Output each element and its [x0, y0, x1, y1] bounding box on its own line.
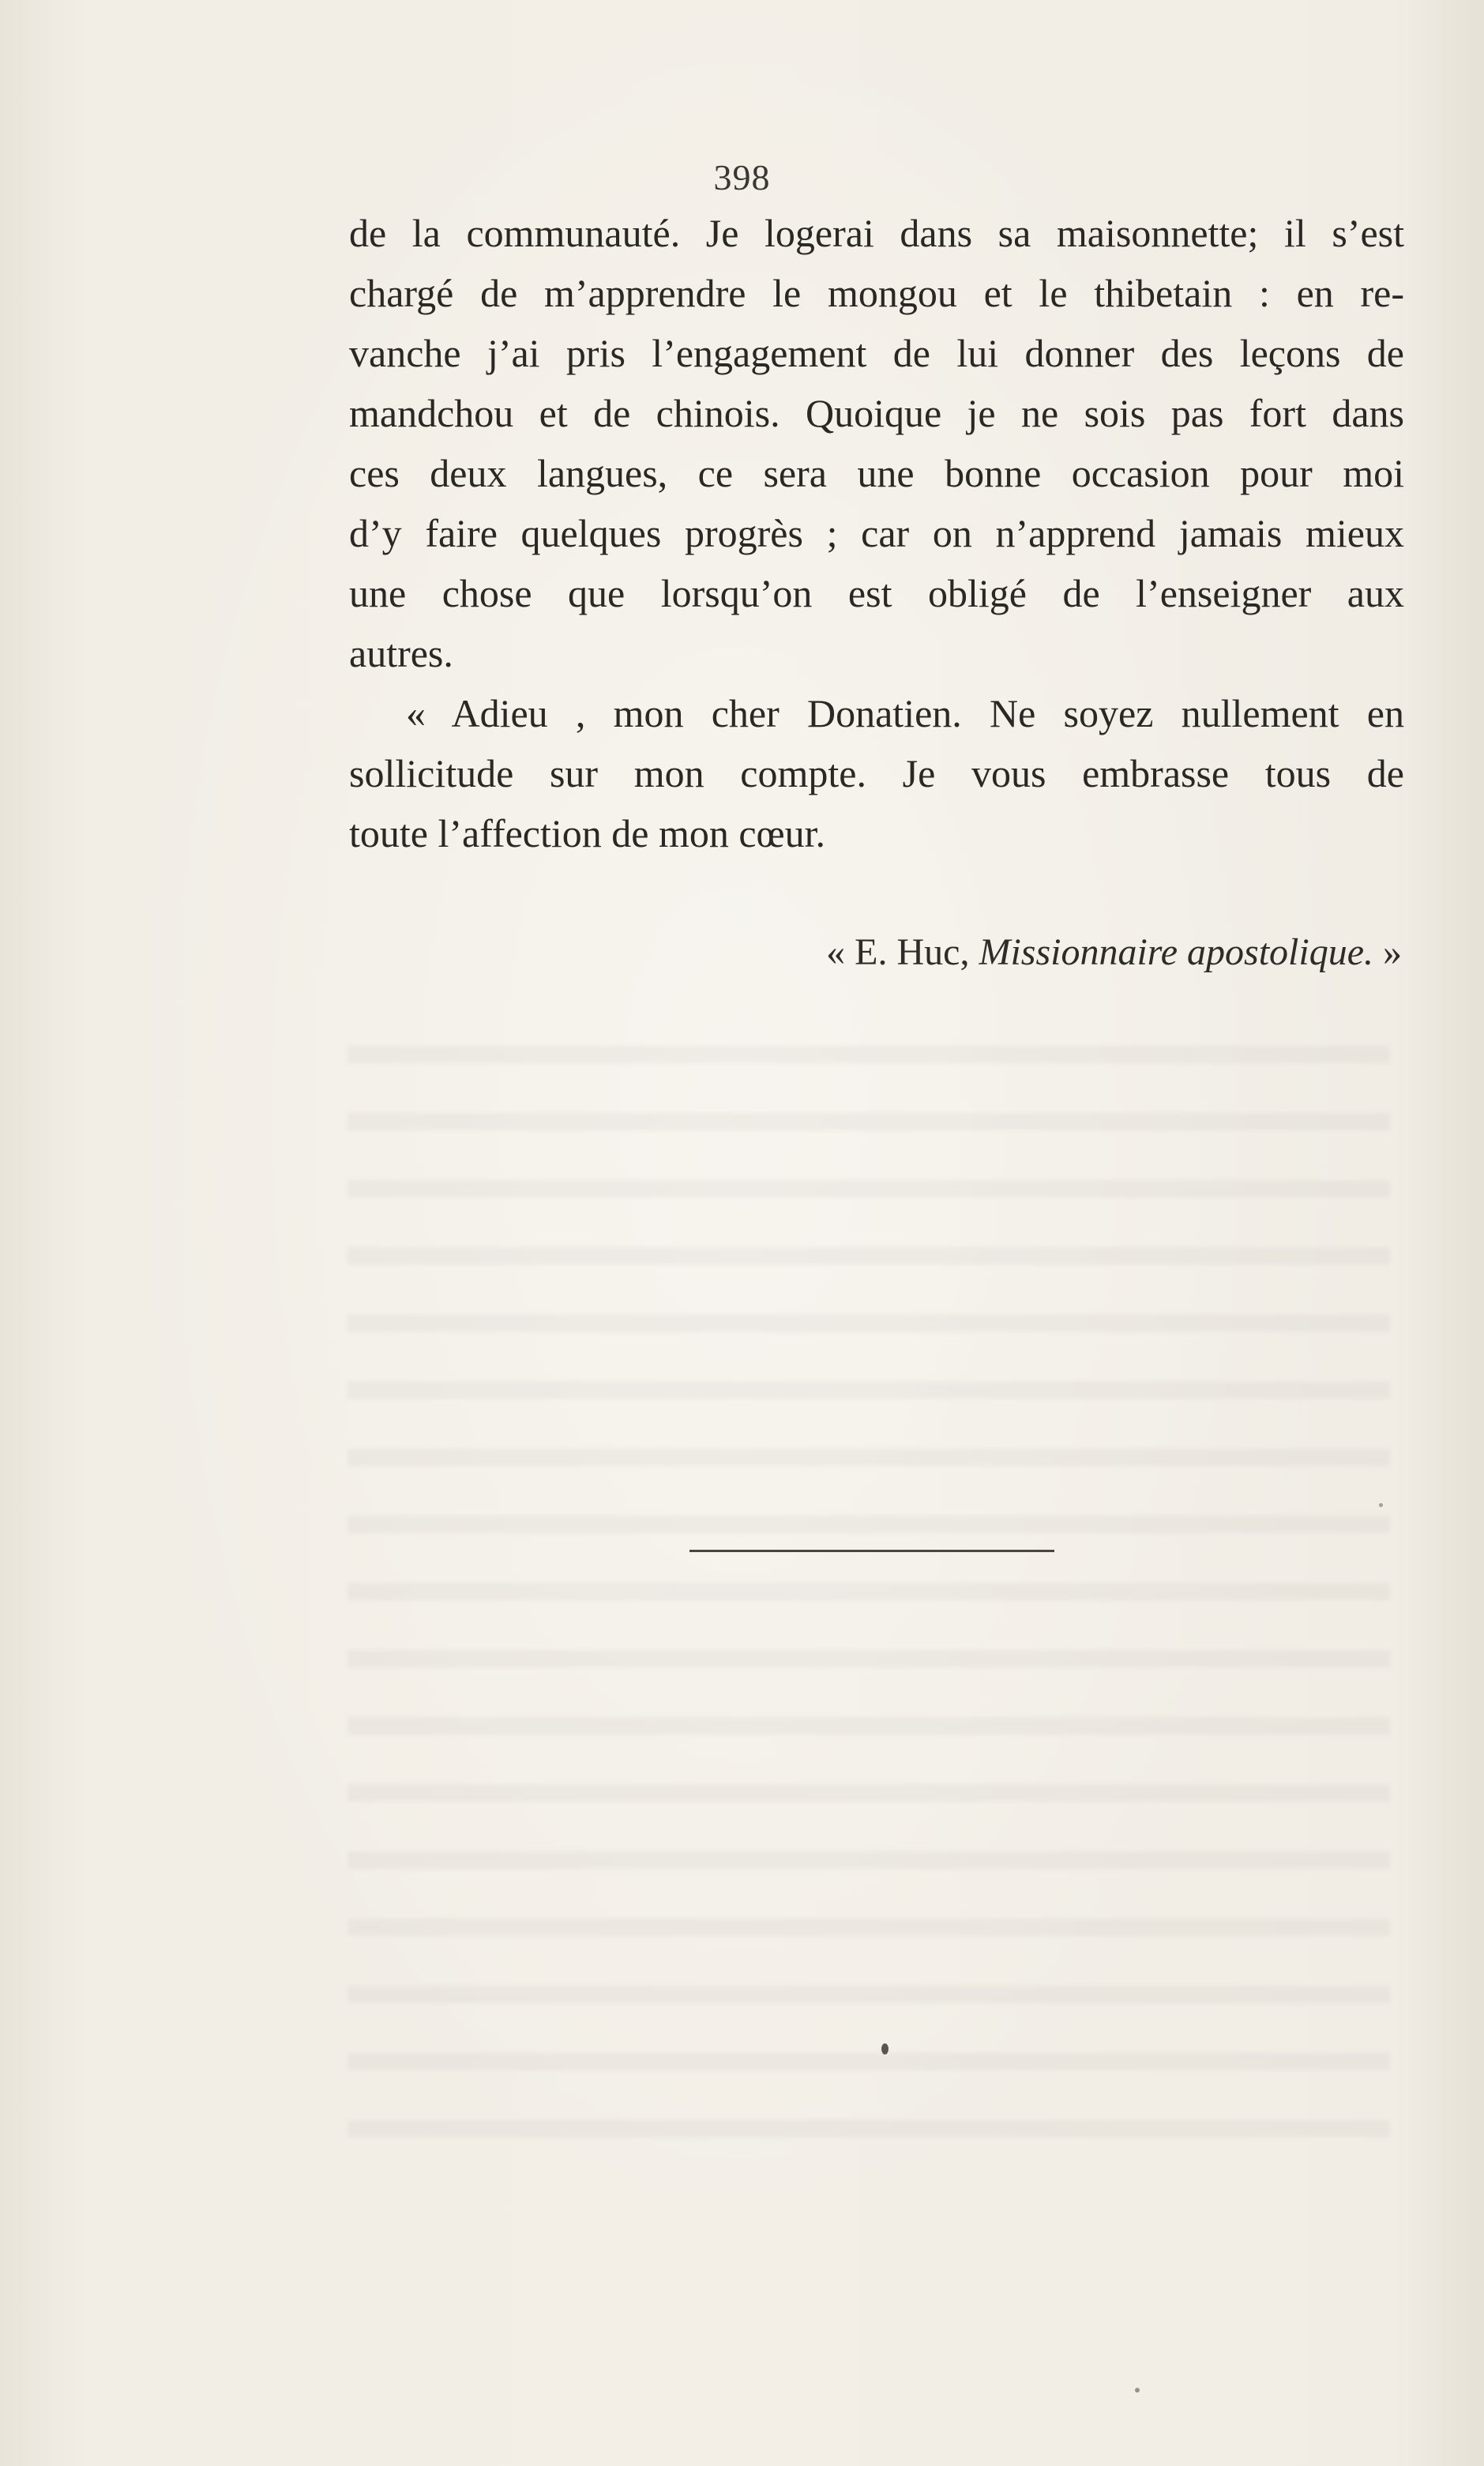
text-line: d’y faire quelques progrès ; car on n’apprend jamais mieux [349, 511, 1404, 555]
ink-speck [881, 2043, 889, 2054]
reverse-side-show-through [348, 1003, 1390, 2156]
text-line: vanche j’ai pris l’engagement de lui donner des leçons de [349, 331, 1404, 375]
closing-line: toute l’affection de mon cœur. [349, 811, 826, 855]
closing-line: « Adieu , mon cher Donatien. Ne soyez nullement en [406, 691, 1404, 735]
text-line: mandchou et de chinois. Quoique je ne sois pas fort dans [349, 391, 1404, 435]
text-line: autres. [349, 631, 453, 675]
signature-close-quote: » [1373, 931, 1402, 973]
text-line: de la communauté. Je logerai dans sa maisonnette; il s’est [349, 211, 1404, 255]
signature-open-quote: « [826, 931, 855, 973]
page-number: 398 [713, 157, 771, 197]
ink-speck [1379, 1503, 1383, 1507]
ink-speck [1135, 2388, 1140, 2393]
signature-name: E. Huc, [855, 931, 970, 973]
text-line: ces deux langues, ce sera une bonne occasion pour moi [349, 451, 1404, 495]
signature [826, 930, 1402, 974]
signature-title: Missionnaire apostolique. [979, 931, 1373, 973]
text-line: une chose que lorsqu’on est obligé de l’enseigner aux [349, 571, 1404, 615]
letter-body [349, 203, 1404, 863]
closing-line: sollicitude sur mon compte. Je vous embrasse tous de [349, 751, 1404, 795]
text-line: chargé de m’apprendre le mongou et le thibetain : en re- [349, 271, 1404, 315]
end-rule [689, 1550, 1054, 1552]
